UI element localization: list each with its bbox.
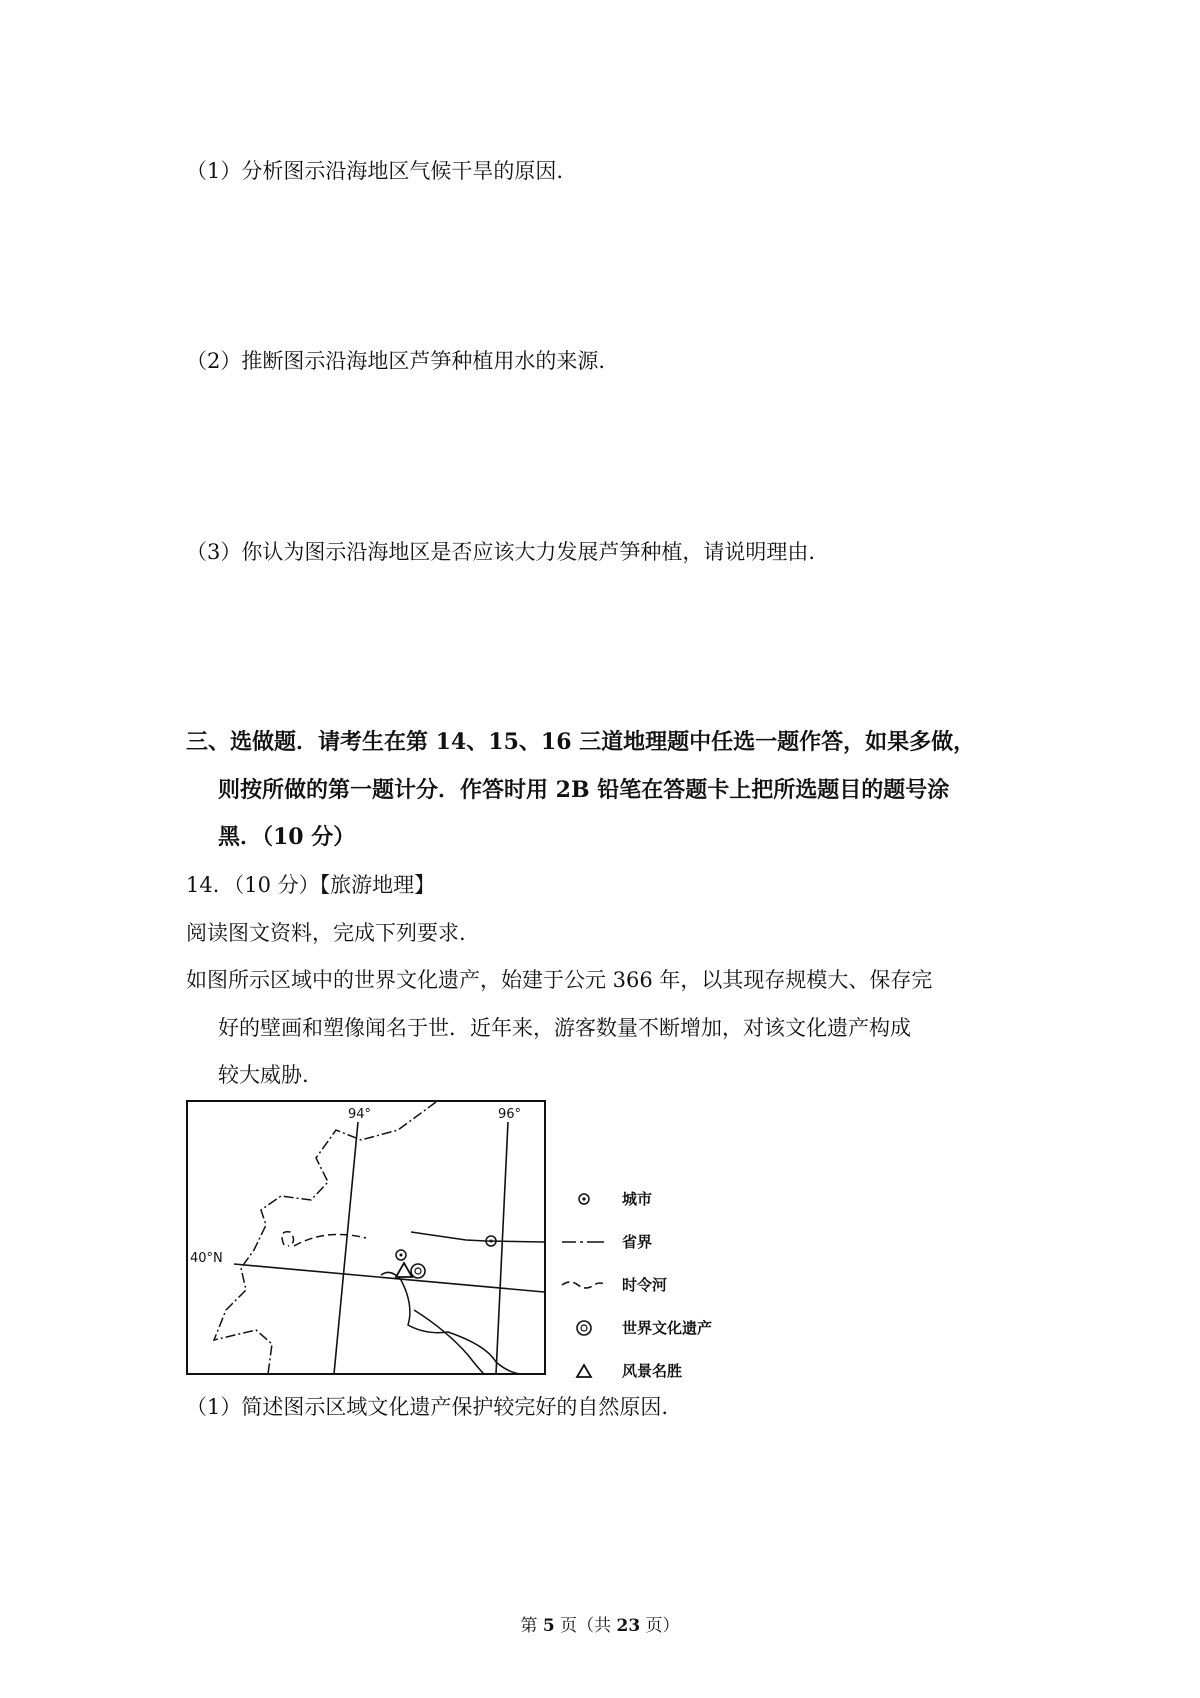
- region-map: [186, 1100, 546, 1375]
- parallel-40n: [234, 1264, 544, 1292]
- legend-label-heritage: 世界文化遗产: [622, 1319, 713, 1337]
- map-legend: [560, 1175, 740, 1380]
- province-boundary-icon: [560, 1230, 608, 1254]
- footer-page-number: 5: [542, 1616, 555, 1636]
- seasonal-river: [282, 1232, 366, 1246]
- legend-label-city: 城市: [622, 1190, 653, 1208]
- seasonal-river-icon: [560, 1273, 608, 1297]
- scenic-spot-marker: [396, 1263, 412, 1277]
- footer-total-pages: 23: [616, 1616, 641, 1636]
- legend-row-scenic: [560, 1359, 740, 1383]
- city-icon: [560, 1187, 608, 1211]
- legend-row-province: [560, 1230, 740, 1254]
- q14-instruction: 阅读图文资料，完成下列要求.: [186, 921, 466, 945]
- world-heritage-icon: [560, 1316, 608, 1340]
- legend-label-seasonal-river: 时令河: [622, 1276, 668, 1294]
- section-3-line-3: 黑．（10 分）: [218, 824, 356, 850]
- footer-middle: 页（共: [554, 1616, 617, 1636]
- q14-sub-question-1: （1）简述图示区域文化遗产保护较完好的自然原因.: [186, 1395, 669, 1419]
- footer-suffix: 页）: [640, 1616, 680, 1636]
- province-boundary: [214, 1102, 436, 1374]
- question-2: （2）推断图示沿海地区芦笋种植用水的来源.: [186, 349, 606, 373]
- legend-row-seasonal-river: [560, 1273, 740, 1297]
- question-3: （3）你认为图示沿海地区是否应该大力发展芦笋种植，请说明理由.: [186, 540, 816, 564]
- q14-header: 14．（10 分）【旅游地理】: [186, 873, 436, 897]
- lon-label-94: 94°: [348, 1107, 372, 1122]
- legend-row-heritage: [560, 1316, 740, 1340]
- q14-paragraph-line-2: 好的壁画和塑像闻名于世．近年来，游客数量不断增加，对该文化遗产构成: [218, 1016, 911, 1040]
- lat-label-40n: 40°N: [190, 1251, 223, 1266]
- section-3-line-1: 三、选做题．请考生在第 14、15、16 三道地理题中任选一题作答，如果多做，: [186, 729, 976, 755]
- q14-paragraph-line-3: 较大威胁.: [218, 1063, 309, 1087]
- river-east: [411, 1232, 544, 1242]
- footer-prefix: 第: [520, 1616, 543, 1636]
- meridian-96: [496, 1122, 508, 1374]
- q14-paragraph-line-1: 如图所示区域中的世界文化遗产，始建于公元 366 年，以其现存规模大、保存完: [186, 968, 933, 992]
- page-footer: [0, 1614, 1200, 1638]
- world-heritage-marker: [411, 1264, 425, 1278]
- scenic-spot-icon: [560, 1359, 608, 1383]
- legend-label-scenic: 风景名胜: [622, 1362, 683, 1380]
- question-1: （1）分析图示沿海地区气候干旱的原因.: [186, 159, 564, 183]
- meridian-94: [334, 1122, 358, 1374]
- legend-label-province: 省界: [622, 1233, 653, 1251]
- section-3-line-2: 则按所做的第一题计分．作答时用 2B 铅笔在答题卡上把所选题目的题号涂: [218, 777, 950, 803]
- lon-label-96: 96°: [498, 1107, 522, 1122]
- legend-row-city: [560, 1187, 740, 1211]
